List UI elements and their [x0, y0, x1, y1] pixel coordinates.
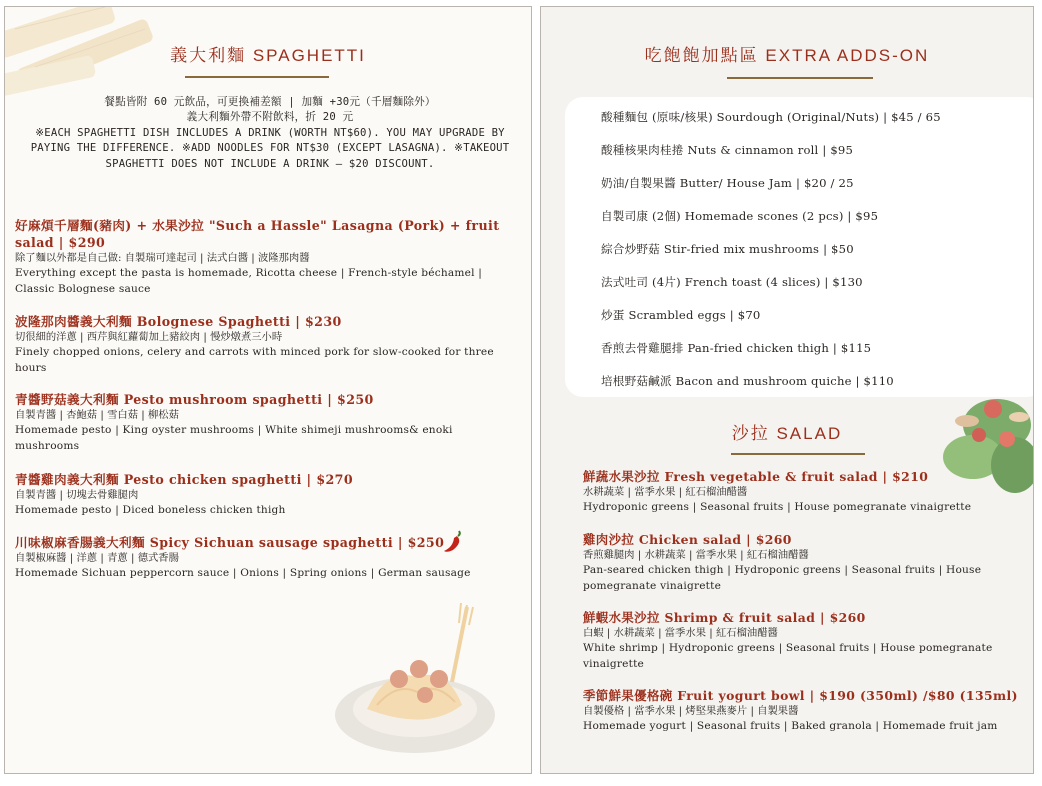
addon-item: 培根野菇鹹派 Bacon and mushroom quiche | $110 — [601, 374, 894, 388]
menu-item-bolognese — [15, 313, 515, 376]
spaghetti-section-title: 義大利麵 SPAGHETTI — [170, 46, 366, 65]
salad-item-description-en: Hydroponic greens | Seasonal fruits | House pomegranate vinaigrette — [583, 501, 972, 513]
menu-item-description-zh: 自製青醬 | 杏鮑菇 | 雪白菇 | 柳松菇 — [15, 409, 179, 421]
salad-section-title: 沙拉 SALAD — [731, 424, 843, 443]
menu-item-title: 波隆那肉醬義大利麵 Bolognese Spaghetti | $230 — [15, 314, 342, 329]
addon-item: 法式吐司 (4片) French toast (4 slices) | $130 — [601, 275, 863, 289]
addons-card — [565, 97, 1034, 397]
menu-item-description-en: Finely chopped onions, celery and carrots with minced pork for slow-cooked for three hours — [15, 346, 494, 374]
menu-item-description-zh: 自製椒麻醬 | 洋蔥 | 青蔥 | 德式香腸 — [15, 552, 179, 564]
salad-item-chicken — [583, 531, 1023, 594]
addon-item: 香煎去骨雞腿排 Pan-fried chicken thigh | $115 — [601, 341, 872, 355]
menu-item-title: 好麻煩千層麵(豬肉) + 水果沙拉 "Such a Hassle" Lasagna (Pork) + fruit salad | $290 — [15, 218, 500, 250]
salad-item-description-zh: 自製優格 | 當季水果 | 烤堅果燕麥片 | 自製果醬 — [583, 705, 799, 717]
addon-item: 酸種麵包 (原味/核果) Sourdough (Original/Nuts) | $45 / 65 — [601, 110, 941, 124]
menu-item-description-en: Everything except the pasta is homemade, Ricotta cheese | French-style béchamel | Classic Bolognese sauce — [15, 267, 483, 295]
menu-item-title: 川味椒麻香腸義大利麵 Spicy Sichuan sausage spaghetti | $250 — [15, 535, 445, 550]
menu-item-description-zh: 除了麵以外都是自己做: 自製瑞可達起司 | 法式白醬 | 波隆那肉醬 — [15, 252, 310, 264]
menu-item-description-zh: 切很細的洋蔥 | 西芹與紅蘿蔔加上豬絞肉 | 慢炒燉煮三小時 — [15, 331, 283, 343]
menu-item-lasagna — [15, 217, 515, 297]
menu-item-description-en: Homemade Sichuan peppercorn sauce | Onions | Spring onions | German sausage — [15, 567, 471, 579]
addon-item: 炒蛋 Scrambled eggs | $70 — [601, 308, 761, 322]
menu-item-title: 青醬野菇義大利麵 Pesto mushroom spaghetti | $250 — [15, 392, 374, 407]
menu-item-description-en: Homemade pesto | Diced boneless chicken thigh — [15, 504, 286, 516]
salad-item-description-zh: 白蝦 | 水耕蔬菜 | 當季水果 | 紅石榴油醋醬 — [583, 627, 778, 639]
salad-item-description-zh: 水耕蔬菜 | 當季水果 | 紅石榴油醋醬 — [583, 486, 748, 498]
salad-item-shrimp — [583, 609, 1023, 672]
salad-item-title: 鮮蔬水果沙拉 Fresh vegetable & fruit salad | $210 — [583, 469, 929, 484]
chili-pepper-icon — [441, 528, 465, 554]
menu-item-sichuan-sausage — [15, 534, 515, 582]
menu-item-description-en: Homemade pesto | King oyster mushrooms | White shimeji mushrooms& enoki mushrooms — [15, 424, 453, 452]
salad-item-description-zh: 香煎雞腿肉 | 水耕蔬菜 | 當季水果 | 紅石榴油醋醬 — [583, 549, 809, 561]
addon-item: 酸種核果肉桂捲 Nuts & cinnamon roll | $95 — [601, 143, 854, 157]
salad-item-description-en: Homemade yogurt | Seasonal fruits | Baked granola | Homemade fruit jam — [583, 720, 998, 732]
salad-item-description-en: White shrimp | Hydroponic greens | Seasonal fruits | House pomegranate vinaigrette — [583, 642, 993, 670]
note-line: ※EACH SPAGHETTI DISH INCLUDES A DRINK (WORTH NT$60). YOU MAY UPGRADE BY PAYING THE DIFFERENCE. ※ADD NOODLES FOR NT$30 (EXCEPT LASAGNA). ※TAKEOUT SPAGHETTI DOES NOT INCLUDE A DRINK – $20 DISCOUNT. — [30, 126, 516, 170]
spaghetti-plate-illustration — [327, 597, 507, 767]
menu-item-pesto-chicken — [15, 471, 515, 519]
addons-section-title: 吃飽飽加點區 EXTRA ADDS-ON — [644, 46, 930, 65]
salad-item-title: 季節鮮果優格碗 Fruit yogurt bowl | $190 (350ml) /$80 (135ml) — [583, 688, 1018, 703]
spaghetti-notes — [25, 95, 515, 172]
note-line: 餐點皆附 60 元飲品，可更換補差額 | 加麵 +30元（千層麵除外） — [104, 96, 436, 108]
title-divider — [731, 453, 865, 455]
salad-item-fresh-vegetable — [583, 468, 1023, 516]
addon-item: 自製司康 (2個) Homemade scones (2 pcs) | $95 — [601, 209, 879, 223]
salad-item-title: 雞肉沙拉 Chicken salad | $260 — [583, 532, 792, 547]
note-line: 義大利麵外帶不附飲料，折 20 元 — [186, 111, 354, 124]
salad-item-description-en: Pan-seared chicken thigh | Hydroponic greens | Seasonal fruits | House pomegranate vinaigrette — [583, 564, 982, 592]
title-divider — [185, 76, 329, 78]
addon-item: 奶油/自製果醬 Butter/ House Jam | $20 / 25 — [601, 176, 854, 190]
addons-salad-menu-page — [540, 6, 1034, 774]
salad-item-title: 鮮蝦水果沙拉 Shrimp & fruit salad | $260 — [583, 610, 866, 625]
menu-item-title: 青醬雞肉義大利麵 Pesto chicken spaghetti | $270 — [15, 472, 353, 487]
addon-item: 綜合炒野菇 Stir-fried mix mushrooms | $50 — [601, 242, 854, 256]
menu-item-description-zh: 自製青醬 | 切塊去骨雞腿肉 — [15, 489, 139, 501]
salad-item-yogurt-bowl — [583, 687, 1023, 735]
menu-item-pesto-mushroom — [15, 391, 515, 454]
spaghetti-menu-page — [4, 6, 532, 774]
title-divider — [727, 77, 873, 79]
